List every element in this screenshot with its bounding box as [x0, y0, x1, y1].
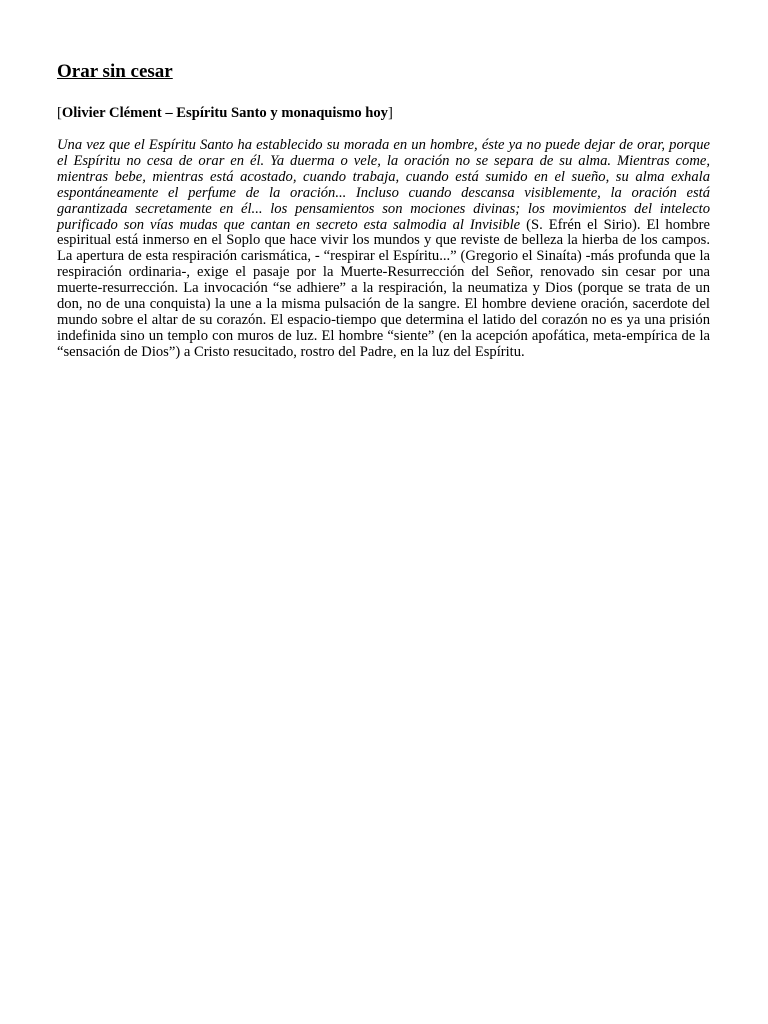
- italic-quote: Una vez que el Espíritu Santo ha establecido su morada en un hombre, éste ya no puede dejar de orar, porque el Espíritu no cesa de orar en él. Ya duerma o vele, la oración no se separa de su alma. Mientras come, mientras bebe, mientras está acostado, cuando trabaja, cuando está sumido en el sueño, su alma exhala espontáneamente el perfume de la oración... Incluso cuando descansa visiblemente, la oración está garantizada secretamente en él... los pensamientos son mociones divinas; los movimientos del intelecto purificado son vías mudas que cantan en secreto esta salmodia al Invisible: [57, 137, 710, 233]
- body-paragraph: [57, 138, 710, 361]
- document-title: Orar sin cesar: [57, 61, 173, 82]
- paragraph-continuation: (S. Efrén el Sirio). El hombre espiritual está inmerso en el Soplo que hace vivir los mundos y que reviste de belleza la hierba de los campos. La apertura de esta respiración carismática, - “respirar el Espíritu...” (Gregorio el Sinaíta) -más profunda que la respiración ordinaria-, exige el pasaje por la Muerte-Resurrección del Señor, renovado sin cesar por una muerte-resurrección. La invocación “se adhiere” a la respiración, la neumatiza y Dios (porque se trata de un don, no de una conquista) la une a la misma pulsación de la sangre. El hombre deviene oración, sacerdote del mundo sobre el altar de su corazón. El espacio-tiempo que determina el latido del corazón no es ya una prisión indefinida sino un templo con muros de luz. El hombre “siente” (en la acepción apofática, meta-empírica de la “sensación de Dios”) a Cristo resucitado, rostro del Padre, en la luz del Espíritu.: [57, 216, 710, 360]
- subtitle-open-bracket: [: [57, 105, 62, 121]
- subtitle-close-bracket: ]: [387, 105, 393, 121]
- subtitle-text: Olivier Clément – Espíritu Santo y monaquismo hoy: [61, 105, 388, 121]
- document-page: [57, 60, 710, 361]
- document-subtitle: [57, 105, 710, 122]
